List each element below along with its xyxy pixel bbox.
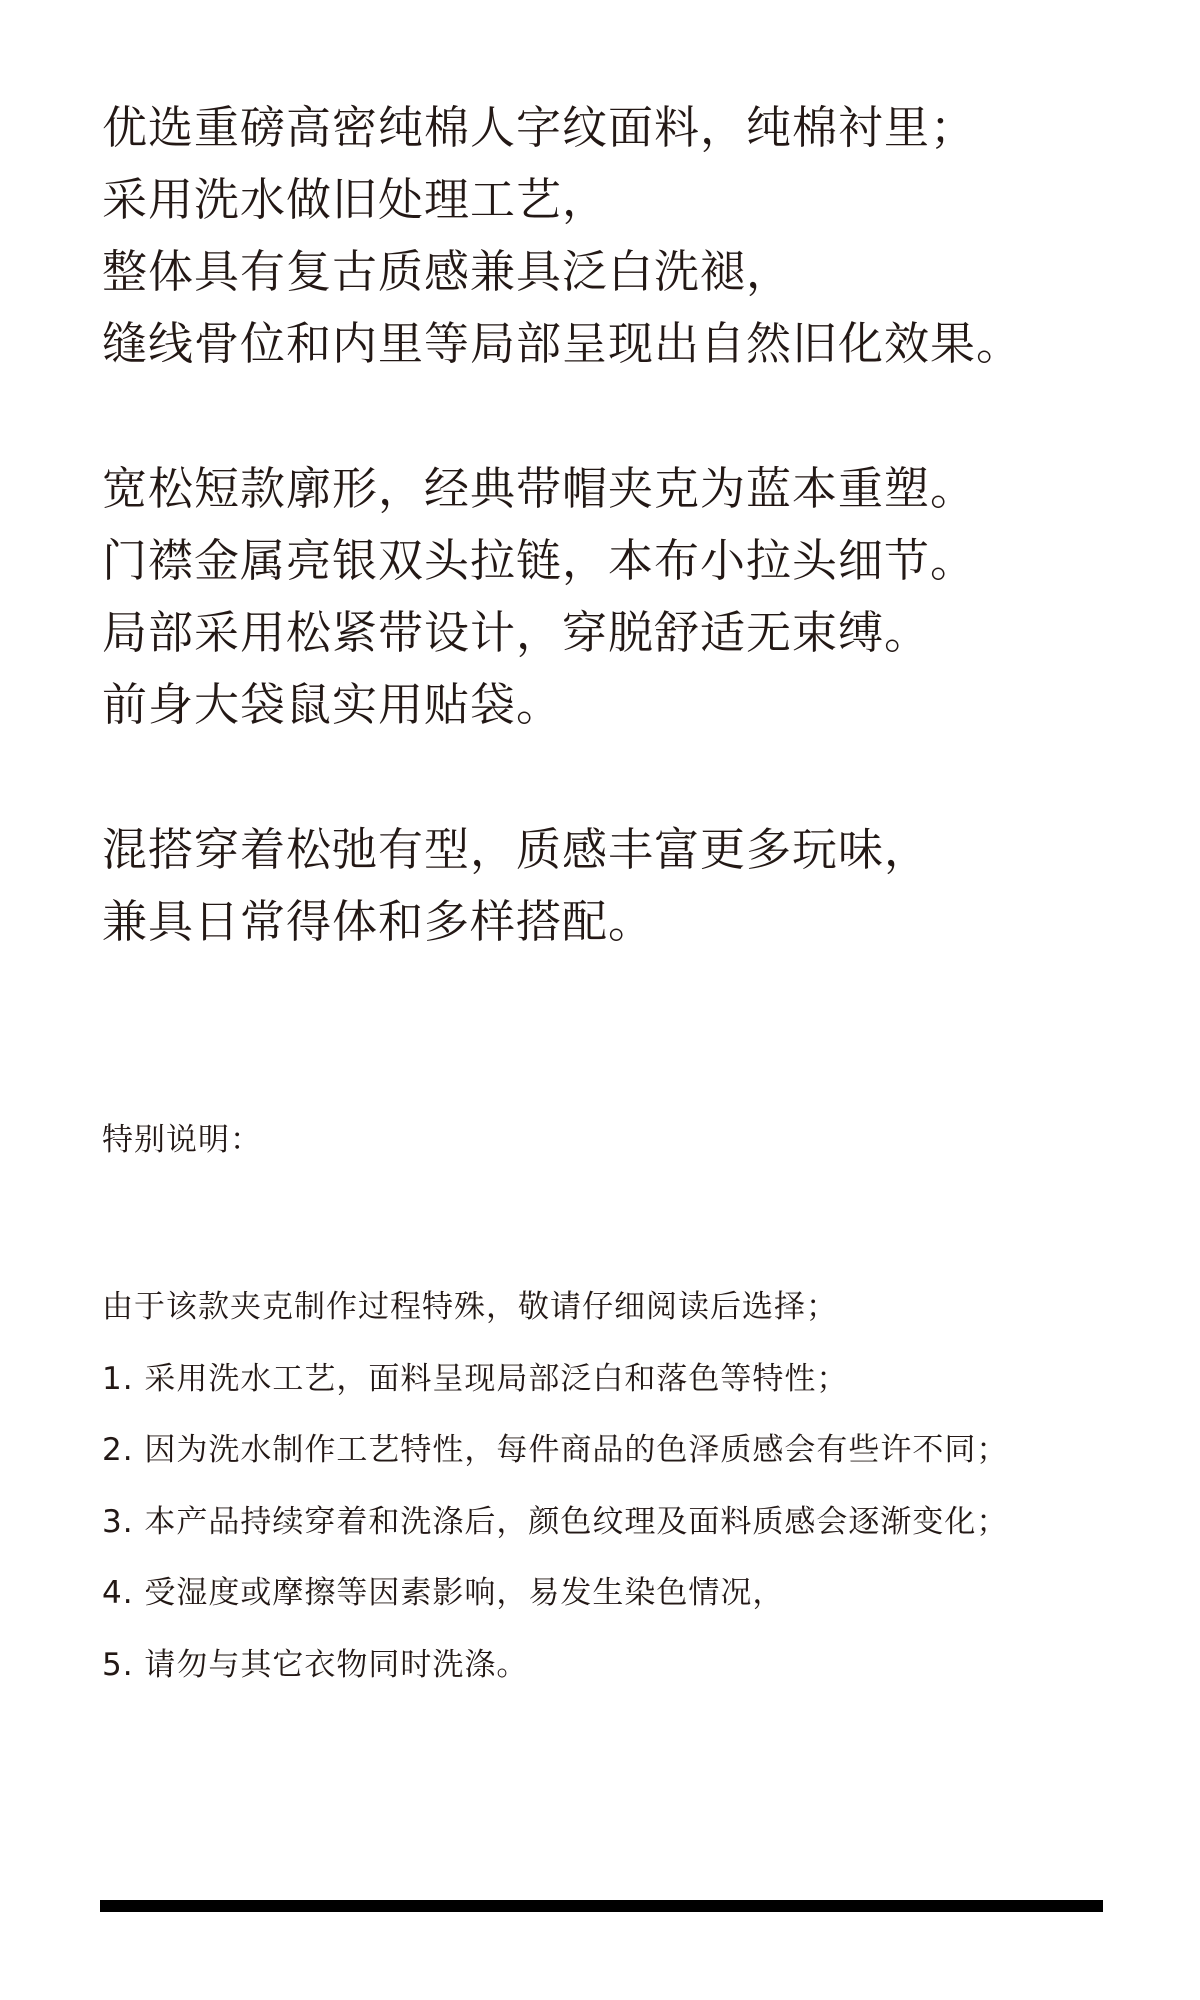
intro-line: 前身大袋鼠实用贴袋。: [102, 678, 563, 731]
intro-paragraph-styling: [102, 814, 1142, 958]
product-intro: [102, 92, 1142, 958]
intro-line: 缝线骨位和内里等局部呈现出自然旧化效果。: [102, 317, 1023, 370]
intro-line: 局部采用松紧带设计，穿脱舒适无束缚。: [102, 606, 931, 659]
intro-line: 门襟金属亮银双头拉链，本布小拉头细节。: [102, 534, 977, 587]
intro-paragraph-fabric: [102, 92, 1142, 380]
notes-line: 1. 采用洗水工艺，面料呈现局部泛白和落色等特性；: [102, 1360, 849, 1397]
intro-line: 宽松短款廓形，经典带帽夹克为蓝本重塑。: [102, 462, 977, 515]
notes-line: 3. 本产品持续穿着和洗涤后，颜色纹理及面料质感会逐渐变化；: [102, 1503, 1009, 1540]
special-notes: [102, 1118, 1162, 1701]
notes-list: [102, 1272, 1162, 1701]
intro-line: 混搭穿着松弛有型，质感丰富更多玩味，: [102, 823, 931, 876]
notes-line: 由于该款夹克制作过程特殊，敬请仔细阅读后选择；: [102, 1289, 838, 1325]
intro-paragraph-design: [102, 453, 1142, 741]
intro-line: 兼具日常得体和多样搭配。: [102, 895, 655, 948]
notes-title: 特别说明：: [102, 1122, 262, 1158]
notes-line: 4. 受湿度或摩擦等因素影响，易发生染色情况，: [102, 1575, 785, 1611]
notes-line: 5. 请勿与其它衣物同时洗涤。: [102, 1646, 529, 1683]
intro-line: 优选重磅高密纯棉人字纹面料，纯棉衬里；: [102, 101, 977, 154]
intro-line: 采用洗水做旧处理工艺，: [102, 173, 609, 226]
notes-line: 2. 因为洗水制作工艺特性，每件商品的色泽质感会有些许不同；: [102, 1432, 1009, 1468]
intro-line: 整体具有复古质感兼具泛白洗褪，: [102, 245, 793, 298]
bottom-divider: [100, 1900, 1103, 1912]
